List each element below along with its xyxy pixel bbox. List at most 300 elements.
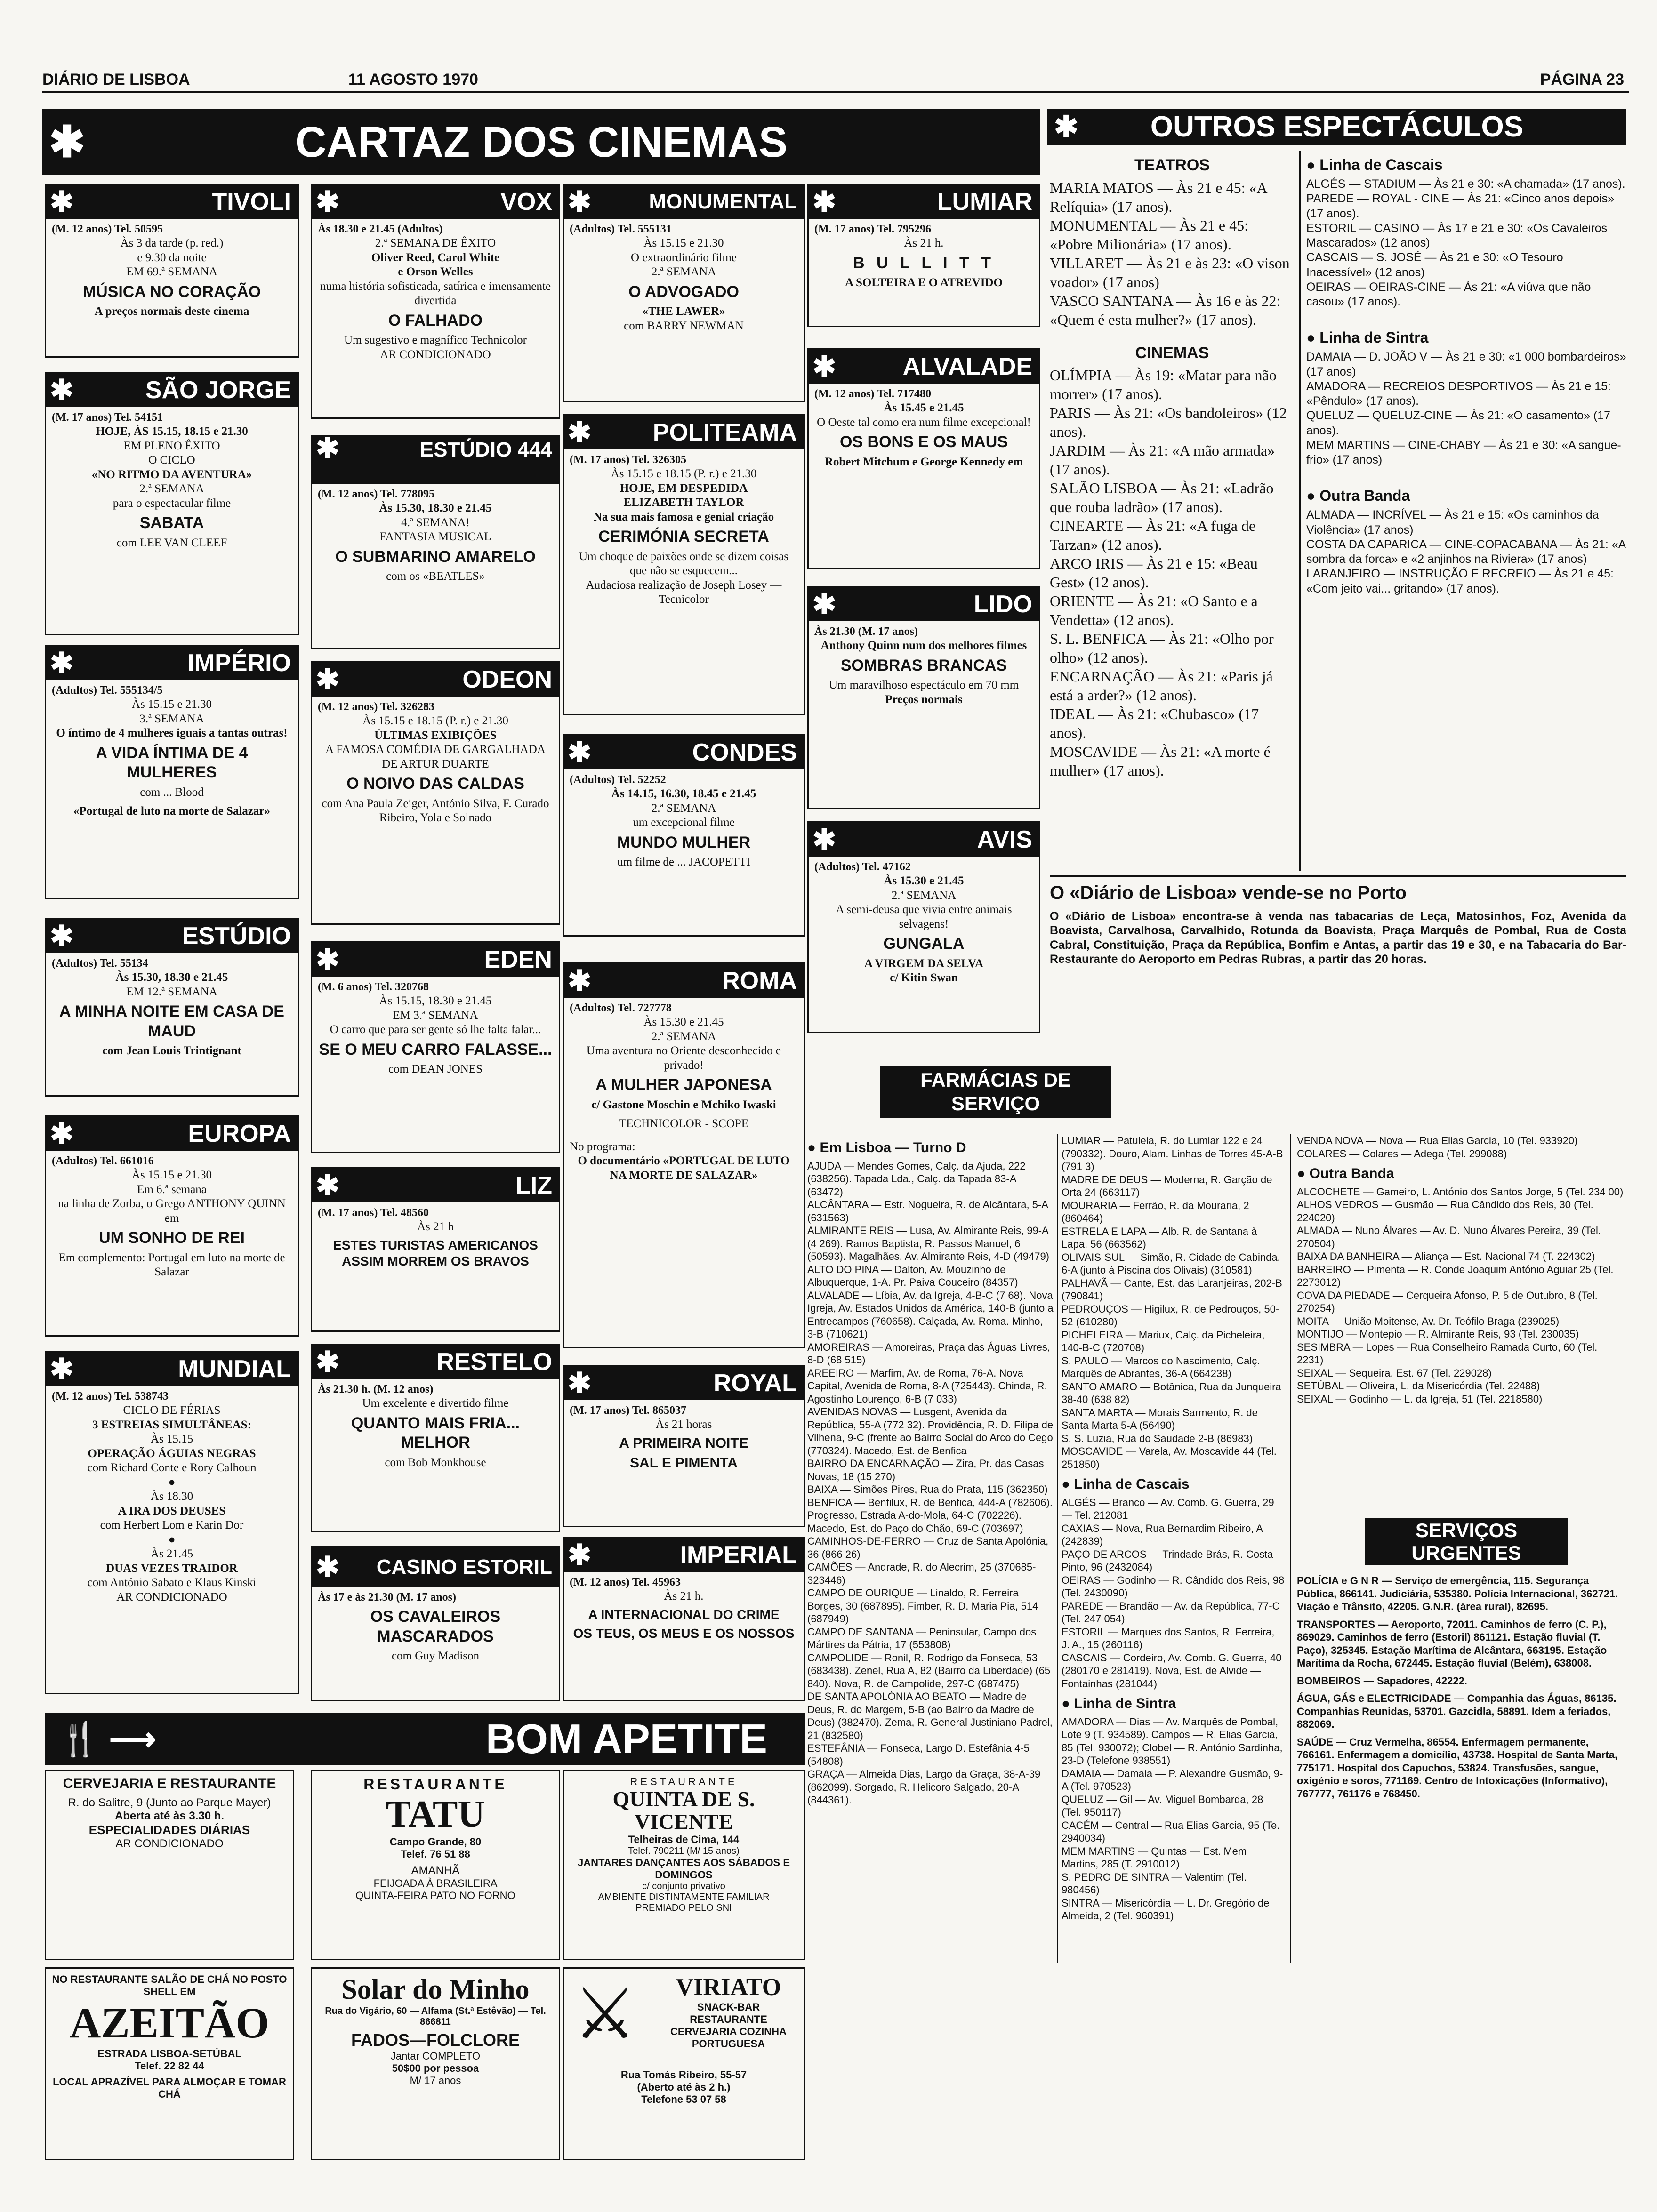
linhas-column: [1306, 151, 1626, 871]
box-header: [312, 663, 559, 697]
line: ELIZABETH TAYLOR: [623, 496, 744, 509]
cinema-box-mundial: [45, 1351, 299, 1694]
cinema-box-monumental: [563, 184, 805, 402]
cinemas-banner: [42, 109, 1040, 175]
farmacias-col2: [1062, 1134, 1285, 1963]
list-item: CINEARTE — Às 21: «A fuga de Tarzan» (12 anos).: [1050, 517, 1256, 553]
star-icon: ✱: [49, 118, 86, 166]
list-item: S. L. BENFICA — Às 21: «Olho por olho» (12 anos).: [1050, 630, 1274, 666]
cinema-name: CASINO ESTORIL: [376, 1555, 552, 1579]
cinema-name: VOX: [500, 188, 552, 216]
list-item: ÁGUA, GÁS e ELECTRICIDADE — Companhia das Águas, 86135. Companhias Reunidas, 53701. Gazcidla, 58891. Idem a feriados, 882069.: [1297, 1692, 1617, 1730]
heading-text: Linha de Sintra: [1074, 1696, 1176, 1711]
film-title: A MINHA NOITE EM CASA DE MAUD: [59, 1002, 284, 1040]
film-title: QUANTO MAIS FRIA... MELHOR: [351, 1414, 520, 1452]
cinema-name: LIDO: [973, 591, 1032, 618]
section-heading: CINEMAS: [1135, 344, 1209, 362]
list-item: ALVALADE — Líbia, Av. da Igreja, 4-B-C (7 68). Nova Igreja, Av. Estados Unidos da América, 140-B (junto a Entrecampos (760658). Calçada, Av. Roma. Minho, 3-B (710621): [807, 1289, 1054, 1340]
line: com os «BEATLES»: [386, 570, 485, 583]
cinema-name: EUROPA: [188, 1120, 291, 1147]
line: A FAMOSA COMÉDIA DE GARGALHADA DE ARTUR DUARTE: [325, 743, 546, 770]
film-title: O NOIVO DAS CALDAS: [346, 775, 524, 793]
meta: (M. 17 anos) Tel. 795296: [814, 223, 932, 235]
servicos-title: SERVIÇOS URGENTES: [1411, 1519, 1521, 1564]
cinema-box-eden: [311, 941, 560, 1153]
meta: (M. 17 anos) Tel. 326305: [570, 454, 687, 466]
box-header: [312, 1345, 559, 1379]
list-item: ESTORIL — CASINO — Às 17 e 21 e 30: «Os Cavaleiros Mascarados» (12 anos): [1306, 221, 1608, 249]
header-rule: [42, 91, 1629, 93]
cinema-box-europa: [45, 1115, 299, 1337]
star-icon: ✱: [50, 186, 74, 217]
section-heading: ● Linha de Cascais: [1306, 156, 1443, 173]
film-title: A VIDA ÍNTIMA DE 4 MULHERES: [96, 744, 248, 782]
list-item: ALCÂNTARA — Estr. Nogueira, R. de Alcântara, 5-A (631563): [807, 1199, 1048, 1224]
list-item: COLARES — Colares — Adega (Tel. 299088): [1297, 1147, 1507, 1160]
line: Na sua mais famosa e genial criação: [593, 510, 774, 523]
warrior-icon: ⚔: [573, 1974, 637, 2053]
line: e 9.30 da noite: [137, 251, 207, 264]
bullet-icon: ●: [168, 1533, 176, 1546]
list-item: MOITA — União Moitense, Av. Dr. Teófilo Braga (239025): [1297, 1315, 1560, 1327]
box-header: [564, 1366, 804, 1400]
line: ÚLTIMAS EXIBIÇÕES: [374, 729, 497, 742]
line: com Jean Louis Trintignant: [102, 1044, 241, 1058]
list-item: AREEIRO — Marfim, Av. de Roma, 76-A. Nova Capital, Avenida de Roma, 8-A (725443). Chinda, R. Agostinho Lourenço, 6-B (7 033): [807, 1367, 1047, 1405]
cinema-name: AVIS: [977, 826, 1032, 853]
star-icon: ✱: [568, 737, 592, 768]
cinema-box-imperio: [45, 645, 299, 899]
list-item: SANTO AMARO — Botânica, Rua da Junqueira 38-40 (638 82): [1062, 1380, 1281, 1405]
meta: (M. 17 anos) Tel. 54151: [52, 411, 163, 424]
cinema-name: TIVOLI: [212, 188, 291, 216]
line: 3 ESTREIAS SIMULTÂNEAS:: [92, 1418, 252, 1431]
line: A SOLTEIRA E O ATREVIDO: [845, 276, 1003, 289]
film-title: A INTERNACIONAL DO CRIME: [588, 1607, 780, 1622]
heading-text: Outra Banda: [1309, 1166, 1394, 1181]
list-item: MOSCAVIDE — Às 21: «A morte é mulher» (17 anos).: [1050, 743, 1271, 779]
cinema-box-odeon: [311, 661, 560, 925]
line: com LEE VAN CLEEF: [116, 536, 227, 549]
ad-line: LOCAL APRAZÍVEL PARA ALMOÇAR E TOMAR CHÁ: [53, 2076, 286, 2100]
line: Às 15.15 e 18.15 (P. r.) e 21.30: [611, 467, 757, 481]
line: AR CONDICIONADO: [380, 348, 491, 361]
star-icon: ✱: [812, 351, 837, 382]
cinema-name: ROYAL: [713, 1370, 797, 1397]
ad-line: FADOS—FOLCLORE: [351, 2030, 520, 2050]
line: numa história sofisticada, satírica e imensamente divertida: [320, 280, 551, 307]
cinema-box-estudio-444: [311, 435, 560, 649]
farmacias-title: FARMÁCIAS DE SERVIÇO: [920, 1069, 1071, 1114]
list-item: MADRE DE DEUS — Moderna, R. Garção de Orta 24 (663117): [1062, 1173, 1272, 1198]
line: A preços normais deste cinema: [94, 305, 249, 318]
line: c/ Kitin Swan: [890, 971, 958, 985]
ad-line: Aberta até às 3.30 h.: [114, 1810, 225, 1822]
column-divider: [1290, 1134, 1291, 1963]
star-icon: ✱: [812, 588, 837, 620]
line: Em complemento: Portugal em luto na morte de Salazar: [58, 1251, 285, 1279]
line: com Bob Monkhouse: [385, 1456, 486, 1469]
others-banner: [1047, 109, 1626, 145]
issue-date: 11 AGOSTO 1970: [348, 71, 478, 88]
cinema-box-imperial: [563, 1537, 805, 1701]
list-item: SEIXAL — Godinho — L. da Igreja, 51 (Tel. 2218580): [1297, 1393, 1543, 1405]
list-item: PARIS — Às 21: «Os bandoleiros» (12 anos).: [1050, 404, 1287, 440]
cinema-box-politeama: [563, 414, 805, 715]
star-icon: ✱: [812, 824, 837, 855]
meta: (M. 12 anos) Tel. 717480: [814, 388, 932, 400]
list-item: TRANSPORTES — Aeroporto, 72011. Caminhos de ferro (C. P.), 869029. Caminhos de ferro (Estoril) 861121. Estação fluvial (T. Paço), 325345. Estação Marítima de Alcântara, 663195. Estação Marítima da Rocha, 672445. Estação fluvial (Belém), 638008.: [1297, 1618, 1607, 1669]
box-header: [46, 646, 298, 680]
list-item: SAÚDE — Cruz Vermelha, 86554. Enfermagem permanente, 766161. Enfermagem a domicílio, 43738. Hospital de Santa Marta, 775171. Hospital dos Capuchos, 53824. Transfusões, sangue, oxigénio e soros, 771169. Centro de Intoxicações (Informativo), 767777, 761176 e 768450.: [1297, 1736, 1618, 1800]
line: HOJE, EM DESPEDIDA: [619, 481, 748, 495]
star-icon: ✱: [316, 1551, 340, 1583]
film-title: OS CAVALEIROS MASCARADOS: [370, 1608, 501, 1645]
list-item: COVA DA PIEDADE — Cerqueira Afonso, P. 5 de Outubro, 8 (Tel. 270254): [1297, 1289, 1598, 1314]
meta: Às 21.30 (M. 17 anos): [814, 625, 918, 638]
ad-brand: VIRIATO: [676, 1974, 781, 2001]
cinema-name: EDEN: [484, 946, 552, 973]
list-item: CAMPO DE OURIQUE — Linaldo, R. Ferreira Borges, 30 (687895). Fimber, R. D. Maria Pia, 514 (687949): [807, 1587, 1038, 1625]
cinema-name: CONDES: [692, 739, 797, 766]
line: O documentário «PORTUGAL DE LUTO NA MORTE DE SALAZAR»: [578, 1154, 790, 1182]
list-item: S. PEDRO DE SINTRA — Valentim (Tel. 980456): [1062, 1871, 1247, 1896]
line: e Orson Welles: [398, 265, 473, 279]
line: Um sugestivo e magnífico Technicolor: [344, 334, 527, 347]
box-header: [564, 416, 804, 449]
list-item: ARCO IRIS — Às 21 e 15: «Beau Gest» (12 anos).: [1050, 555, 1258, 591]
cinema-box-tivoli: [45, 184, 299, 358]
list-item: S. PAULO — Marcos do Nascimento, Calç. Marquês de Abrantes, 36-A (664238): [1062, 1354, 1260, 1379]
ad-line: Telef. 22 82 44: [135, 2060, 204, 2072]
list-item: PAREDE — ROYAL - CINE — Às 21: «Cinco anos depois» (17 anos).: [1306, 192, 1614, 220]
list-item: SEIXAL — Sequeira, Est. 67 (Tel. 229028): [1297, 1367, 1492, 1379]
box-header: [809, 350, 1039, 384]
line: EM 12.ª SEMANA: [126, 985, 217, 998]
line: «THE LAWER»: [642, 305, 725, 318]
line: Às 15.15 e 21.30: [643, 237, 724, 250]
line: Anthony Quinn num dos melhores filmes: [820, 639, 1027, 652]
line: Um choque de paixões onde se dizem coisas que não se esquecem...: [579, 550, 788, 577]
ad-tatu: [311, 1770, 560, 1960]
line: O CICLO: [148, 454, 195, 467]
list-item: MARIA MATOS — Às 21 e 45: «A Relíquia» (17 anos).: [1050, 179, 1267, 215]
star-icon: ✱: [316, 437, 340, 464]
servicos-list: [1297, 1574, 1626, 1965]
line: A semi-deusa que vivia entre animais selvagens!: [836, 903, 1012, 930]
box-header: [312, 437, 559, 484]
list-item: MOURARIA — Ferrão, R. da Mouraria, 2 (860464): [1062, 1199, 1249, 1224]
list-item: DAMAIA — Damaia — P. Alexandre Gusmão, 9-A (Tel. 970523): [1062, 1767, 1283, 1792]
line: Às 15.30, 18.30 e 21.45: [379, 502, 492, 515]
line: Às 18.30: [150, 1490, 193, 1503]
line: O íntimo de 4 mulheres iguais a tantas outras!: [56, 727, 288, 740]
list-item: MEM MARTINS — Quintas — Est. Mem Martins, 285 (T. 2910012): [1062, 1845, 1247, 1870]
list-item: SETÚBAL — Oliveira, L. da Misericórdia (Tel. 22488): [1297, 1380, 1540, 1392]
list-item: ALMIRANTE REIS — Lusa, Av. Almirante Reis, 99-A (4 269). Ramos Baptista, R. Passos Manuel, 6 (50593). Magalhães, Av. Almirante Reis, 4-D (49479): [807, 1225, 1050, 1262]
ad-line: Telheiras de Cima, 144: [628, 1833, 740, 1845]
list-item: QUELUZ — QUELUZ-CINE — Às 21: «O casamento» (17 anos).: [1306, 409, 1611, 437]
ad-line: AR CONDICIONADO: [115, 1837, 224, 1850]
star-icon: ✱: [50, 1118, 74, 1149]
ad-line: AMBIENTE DISTINTAMENTE FAMILIAR: [598, 1891, 770, 1902]
film-title: SOMBRAS BRANCAS: [840, 656, 1007, 674]
film-title: SABATA: [139, 514, 204, 532]
ad-viriato: [563, 1967, 805, 2160]
box-header: [809, 587, 1039, 621]
ad-line: R. do Salitre, 9 (Junto ao Parque Mayer): [68, 1796, 271, 1809]
line: Às 21 horas: [655, 1418, 712, 1431]
line: para o espectacular filme: [113, 497, 231, 510]
ad-title: CERVEJARIA E RESTAURANTE: [63, 1776, 276, 1791]
film-title: OS BONS E OS MAUS: [839, 433, 1008, 451]
meta: (M. 12 anos) Tel. 50595: [52, 223, 163, 235]
list-item: BOMBEIROS — Sapadores, 42222.: [1297, 1675, 1467, 1687]
farmacias-col1: [807, 1134, 1054, 1963]
list-item: BAIXA — Simões Pires, Rua do Prata, 115 (362350): [807, 1483, 1048, 1495]
line: «NO RITMO DA AVENTURA»: [91, 468, 252, 481]
line: 2.ª SEMANA: [139, 482, 204, 496]
list-item: CACÉM — Central — Rua Elias Garcia, 95 (Te. 2940034): [1062, 1819, 1280, 1844]
line: Às 15.15, 18.30 e 21.45: [379, 994, 492, 1008]
star-icon: ✱: [316, 186, 340, 217]
section-heading: ● Em Lisboa — Turno D: [807, 1140, 966, 1155]
ad-line: (Aberto até às 2 h.): [637, 2081, 731, 2093]
list-item: POLÍCIA e G N R — Serviço de emergência, 115. Segurança Pública, 866141. Judiciária, 535380. Polícia Internacional, 362721. Viação e Trânsito, 42205. G.N.R. (área rural), 82695.: [1297, 1575, 1618, 1612]
box-header: [312, 1169, 559, 1202]
meta: (M. 17 anos) Tel. 48560: [318, 1207, 429, 1219]
line: Às 21 h.: [664, 1590, 704, 1603]
film-title: O ADVOGADO: [628, 282, 739, 301]
cinema-name: LIZ: [515, 1172, 552, 1199]
meta: (Adultos) Tel. 555131: [570, 223, 672, 235]
line: Preços normais: [885, 693, 963, 706]
list-item: MONTIJO — Montepio — R. Almirante Reis, 93 (Tel. 230035): [1297, 1328, 1579, 1340]
box-header: [809, 823, 1039, 857]
star-icon: ✱: [50, 374, 74, 406]
list-item: ESTRELA E LAPA — Alb. R. de Santana à Lapa, 56 (663562): [1062, 1225, 1257, 1250]
ad-brand: QUINTA DE S. VICENTE: [612, 1787, 755, 1834]
ad-line: QUINTA-FEIRA PATO NO FORNO: [355, 1890, 515, 1901]
section-heading: ● Outra Banda: [1297, 1166, 1394, 1181]
list-item: BAIXA DA BANHEIRA — Aliança — Est. Nacional 74 (T. 224302): [1297, 1250, 1595, 1262]
list-item: MOSCAVIDE — Varela, Av. Moscavide 44 (Tel. 251850): [1062, 1445, 1277, 1470]
ad-line: Rua do Vigário, 60 — Alfama (St.ª Estêvão) — Tel. 866811: [325, 2006, 546, 2027]
cinema-name: ESTÚDIO 444: [419, 438, 552, 461]
list-item: AMADORA — Dias — Av. Marquês de Pombal, Lote 9 (T. 934589). Campos — R. Elias Garcia, 85 (Tel. 930072); Clobel — R. António Sardinha, 23-D (Telefone 938551): [1062, 1715, 1283, 1766]
ad-line: JANTARES DANÇANTES AOS SÁBADOS E DOMINGOS: [577, 1856, 790, 1881]
line: Às 15.30 e 21.45: [643, 1016, 724, 1029]
line: um filme de ... JACOPETTI: [617, 856, 750, 869]
ad-line: 50$00 por pessoa: [392, 2062, 479, 2074]
list-item: CAMÕES — Andrade, R. do Alecrim, 25 (370685-323446): [807, 1561, 1036, 1586]
bom-apetite-title: BOM APETITE: [485, 1715, 767, 1762]
section-heading: ● Linha de Sintra: [1062, 1696, 1176, 1711]
box-header: [46, 185, 298, 219]
list-item: DAMAIA — D. JOÃO V — Às 21 e 30: «1 000 bombardeiros» (17 anos): [1306, 350, 1626, 378]
film-title: SE O MEU CARRO FALASSE...: [319, 1040, 552, 1058]
list-item: ENCARNAÇÃO — Às 21: «Paris já está a arder?» (12 anos).: [1050, 668, 1273, 704]
list-item: LUMIAR — Patuleia, R. do Lumiar 122 e 24 (790332). Douro, Alam. Linhas de Torres 45-A-B (791 3): [1062, 1135, 1283, 1172]
ad-line: Telef. 790211 (M/ 15 anos): [628, 1845, 740, 1856]
cinema-name: LUMIAR: [937, 188, 1032, 216]
line: O Oeste tal como era num filme excepcional!: [817, 416, 1031, 429]
list-item: SINTRA — Misericórdia — L. Dr. Gregório de Almeida, 2 (Tel. 960391): [1062, 1897, 1270, 1922]
list-item: VILLARET — Às 21 e às 23: «O vison voador» (17 anos): [1050, 254, 1290, 290]
list-item: CASCAIS — Cordeiro, Av. Comb. G. Guerra, 40 (280170 e 281419). Nova, Est. de Alvide — Fontainhas (281044): [1062, 1651, 1282, 1690]
line: HOJE, ÀS 15.15, 18.15 e 21.30: [96, 425, 248, 438]
ad-line: SNACK-BAR RESTAURANTE CERVEJARIA COZINHA PORTUGUESA: [670, 2001, 787, 2050]
line: Às 15.30 e 21.45: [884, 874, 964, 888]
bullet-icon: ●: [168, 1475, 176, 1489]
porto-notice: [1050, 875, 1626, 1031]
heading-text: Outra Banda: [1319, 487, 1410, 505]
star-icon: ✱: [316, 944, 340, 975]
box-header: [564, 736, 804, 769]
line: 4.ª SEMANA!: [401, 516, 470, 529]
cinema-box-vox: [311, 184, 560, 419]
film-title: SAL E PIMENTA: [630, 1455, 738, 1471]
box-header: [564, 964, 804, 998]
list-item: CASCAIS — S. JOSÉ — Às 21 e 30: «O Tesouro Inacessível» (12 anos): [1306, 251, 1563, 279]
others-title: OUTROS ESPECTÁCULOS: [1150, 111, 1524, 143]
film-title: O SUBMARINO AMARELO: [335, 547, 536, 566]
meta: (Adultos) Tel. 52252: [570, 774, 666, 786]
meta: (M. 12 anos) Tel. 45963: [570, 1576, 681, 1588]
ad-line: c/ conjunto privativo: [642, 1881, 725, 1891]
list-item: OLÍMPIA — Às 19: «Matar para não morrer» (17 anos).: [1050, 367, 1277, 402]
cinema-name: ODEON: [462, 666, 552, 693]
list-item: DE SANTA APOLÓNIA AO BEATO — Madre de Deus, R. do Margem, 5-B (ao Bairro da Madre de Deus) (382470). Zema, R. General Justiniano Padrel, 21 (832580): [807, 1691, 1053, 1741]
film-title: B U L L I T T: [853, 254, 995, 272]
line: A VIRGEM DA SELVA: [864, 957, 984, 970]
cinema-box-lumiar: [807, 184, 1040, 327]
ad-line: FEIJOADA À BRASILEIRA: [373, 1877, 498, 1889]
ad-title: RESTAURANTE: [630, 1776, 738, 1787]
meta: (Adultos) Tel. 661016: [52, 1155, 154, 1167]
film-title: A PRIMEIRA NOITE: [619, 1435, 748, 1451]
heading-text: Linha de Cascais: [1074, 1476, 1190, 1492]
star-icon: ✱: [568, 186, 592, 217]
meta: (Adultos) Tel. 727778: [570, 1002, 672, 1014]
star-icon: ✱: [568, 965, 592, 996]
star-icon: ✱: [50, 1353, 74, 1385]
line: com Ana Paula Zeiger, António Silva, F. Curado Ribeiro, Yola e Solnado: [322, 797, 549, 825]
line: com Herbert Lom e Karin Dor: [100, 1519, 244, 1532]
line: um excepcional filme: [633, 816, 735, 829]
meta: Às 17 e às 21.30 (M. 17 anos): [318, 1591, 456, 1603]
ad-line: PREMIADO PELO SNI: [635, 1902, 732, 1913]
film-title: CERIMÓNIA SECRETA: [598, 528, 769, 546]
star-icon: ✱: [1054, 111, 1078, 143]
line: CICLO DE FÉRIAS: [123, 1404, 221, 1417]
cinema-box-sao-jorge: [45, 372, 299, 635]
line: EM PLENO ÊXITO: [123, 439, 220, 452]
line: O carro que para ser gente só lhe falta falar...: [330, 1023, 541, 1036]
list-item: ESTORIL — Marques dos Santos, R. Ferreira, J. A., 15 (260116): [1062, 1626, 1275, 1651]
meta: (M. 12 anos) Tel. 778095: [318, 488, 435, 500]
cinema-box-royal: [563, 1365, 805, 1527]
cinema-box-estudio: [45, 918, 299, 1097]
line: 2.ª SEMANA: [891, 889, 957, 902]
cinema-name: SÃO JORGE: [145, 377, 291, 404]
heading-text: Em Lisboa — Turno D: [820, 1140, 966, 1155]
star-icon: ✱: [50, 920, 74, 952]
list-item: ALTO DO PINA — Dalton, Av. Mouzinho de Albuquerque, 1-A. Pr. Paiva Couceiro (84357): [807, 1263, 1018, 1288]
ad-line: Telefone 53 07 58: [641, 2093, 726, 2105]
ad-line: ESPECIALIDADES DIÁRIAS: [88, 1823, 250, 1837]
teatros-cinemas-column: [1050, 151, 1295, 871]
star-icon: ✱: [316, 1346, 340, 1378]
notice-text: O «Diário de Lisboa» encontra-se à venda nas tabacarias de Leça, Matosinhos, Foz, Avenida da Boavista, Carvalhosa, Carvalhido, Rotunda da Boavista, Praça Marquês de Pombal, Rua de Costa Cabral, Constituição, Praça da República, Bonfim e Antas, a partir das 19 e 30, e na Tabacaria do Bar-Restaurante do Aeroporto em Pedras Rubras, a partir das 20 horas.: [1050, 909, 1626, 966]
list-item: ALGÉS — Branco — Av. Comb. G. Guerra, 29 — Tel. 212081: [1062, 1496, 1274, 1521]
column-divider: [1299, 151, 1301, 871]
line: Às 14.15, 16.30, 18.45 e 21.45: [611, 787, 756, 801]
ad-brand: TATU: [386, 1794, 485, 1835]
line: com ... Blood: [140, 785, 204, 799]
box-header: [46, 1117, 298, 1151]
line: 3.ª SEMANA: [139, 712, 204, 725]
ad-line: NO RESTAURANTE SALÃO DE CHÁ NO POSTO SHELL EM: [52, 1973, 287, 1997]
list-item: ALCOCHETE — Gameiro, L. António dos Santos Jorge, 5 (Tel. 234 00): [1297, 1186, 1624, 1198]
line: Robert Mitchum e George Kennedy em: [824, 455, 1023, 468]
cinema-box-restelo: [311, 1344, 560, 1532]
heading-text: Linha de Cascais: [1319, 156, 1443, 173]
line: na linha de Zorba, o Grego ANTHONY QUINN em: [58, 1197, 286, 1225]
box-header: [312, 185, 559, 219]
list-item: CAMPOLIDE — Ronil, R. Rodrigo da Fonseca, 53 (683438). Zenel, Rua A, 82 (Bairro da Liberdade) (65 840). Nova, R. de Campolide, 297-C (687475): [807, 1651, 1051, 1690]
line: OPERAÇÃO ÁGUIAS NEGRAS: [88, 1447, 256, 1460]
line: c/ Gastone Moschin e Mchiko Iwaski: [591, 1098, 776, 1111]
film-title: MUNDO MULHER: [617, 833, 751, 851]
list-item: SANTA MARTA — Morais Sarmento, R. de Santa Marta 5-A (56490): [1062, 1406, 1258, 1431]
list-item: AVENIDAS NOVAS — Lusgent, Avenida da República, 55-A (772 32). Providência, R. D. Filipa de Vilhena, 9-C (frente ao Bairro Social do Arco do Cego (770324). Macedo, Est. de Benfica: [807, 1406, 1054, 1457]
list-item: OEIRAS — Godinho — R. Cândido dos Reis, 98 (Tel. 2430090): [1062, 1574, 1285, 1599]
line: Às 3 da tarde (p. red.): [120, 237, 224, 250]
line: Às 15.30, 18.30 e 21.45: [115, 971, 228, 984]
ad-line: M/ 17 anos: [410, 2075, 461, 2086]
section-heading: ● Linha de Cascais: [1062, 1476, 1190, 1492]
box-header: [46, 1352, 298, 1386]
list-item: QUELUZ — Gil — Av. Miguel Bombarda, 28 (Tel. 950117): [1062, 1793, 1263, 1818]
star-icon: ✱: [568, 1539, 592, 1571]
list-item: ALMADA — INCRÍVEL — Às 21 e 15: «Os caminhos da Violência» (17 anos): [1306, 508, 1599, 537]
cinema-name: RESTELO: [436, 1348, 552, 1376]
page-number: PÁGINA 23: [1540, 71, 1624, 88]
list-item: VENDA NOVA — Nova — Rua Elias Garcia, 10 (Tel. 933920): [1297, 1135, 1578, 1146]
box-header: [312, 1547, 559, 1587]
film-title: OS TEUS, OS MEUS E OS NOSSOS: [573, 1626, 795, 1641]
line: «Portugal de luto na morte de Salazar»: [73, 805, 270, 818]
list-item: CAXIAS — Nova, Rua Bernardim Ribeiro, A (242839): [1062, 1522, 1263, 1547]
ad-line: Telef. 76 51 88: [401, 1848, 470, 1860]
bom-apetite-banner: [45, 1713, 805, 1765]
line: com BARRY NEWMAN: [624, 319, 744, 332]
ad-brand: Solar do Minho: [341, 1974, 530, 2005]
line: com António Sabato e Klaus Kinski: [87, 1576, 257, 1589]
film-title: O FALHADO: [388, 311, 483, 329]
cinema-box-avis: [807, 821, 1040, 1033]
servicos-banner: [1365, 1518, 1568, 1565]
cinema-box-casino-estoril: [311, 1546, 560, 1701]
heading-text: Linha de Sintra: [1319, 329, 1429, 346]
meta: (Adultos) Tel. 55134: [52, 957, 148, 970]
star-icon: ✱: [812, 186, 837, 217]
line: 2.ª SEMANA: [651, 265, 716, 279]
cinema-box-liz: [311, 1167, 560, 1332]
film-title: MÚSICA NO CORAÇÃO: [82, 282, 261, 301]
list-item: JARDIM — Às 21: «A mão armada» (17 anos).: [1050, 442, 1275, 478]
